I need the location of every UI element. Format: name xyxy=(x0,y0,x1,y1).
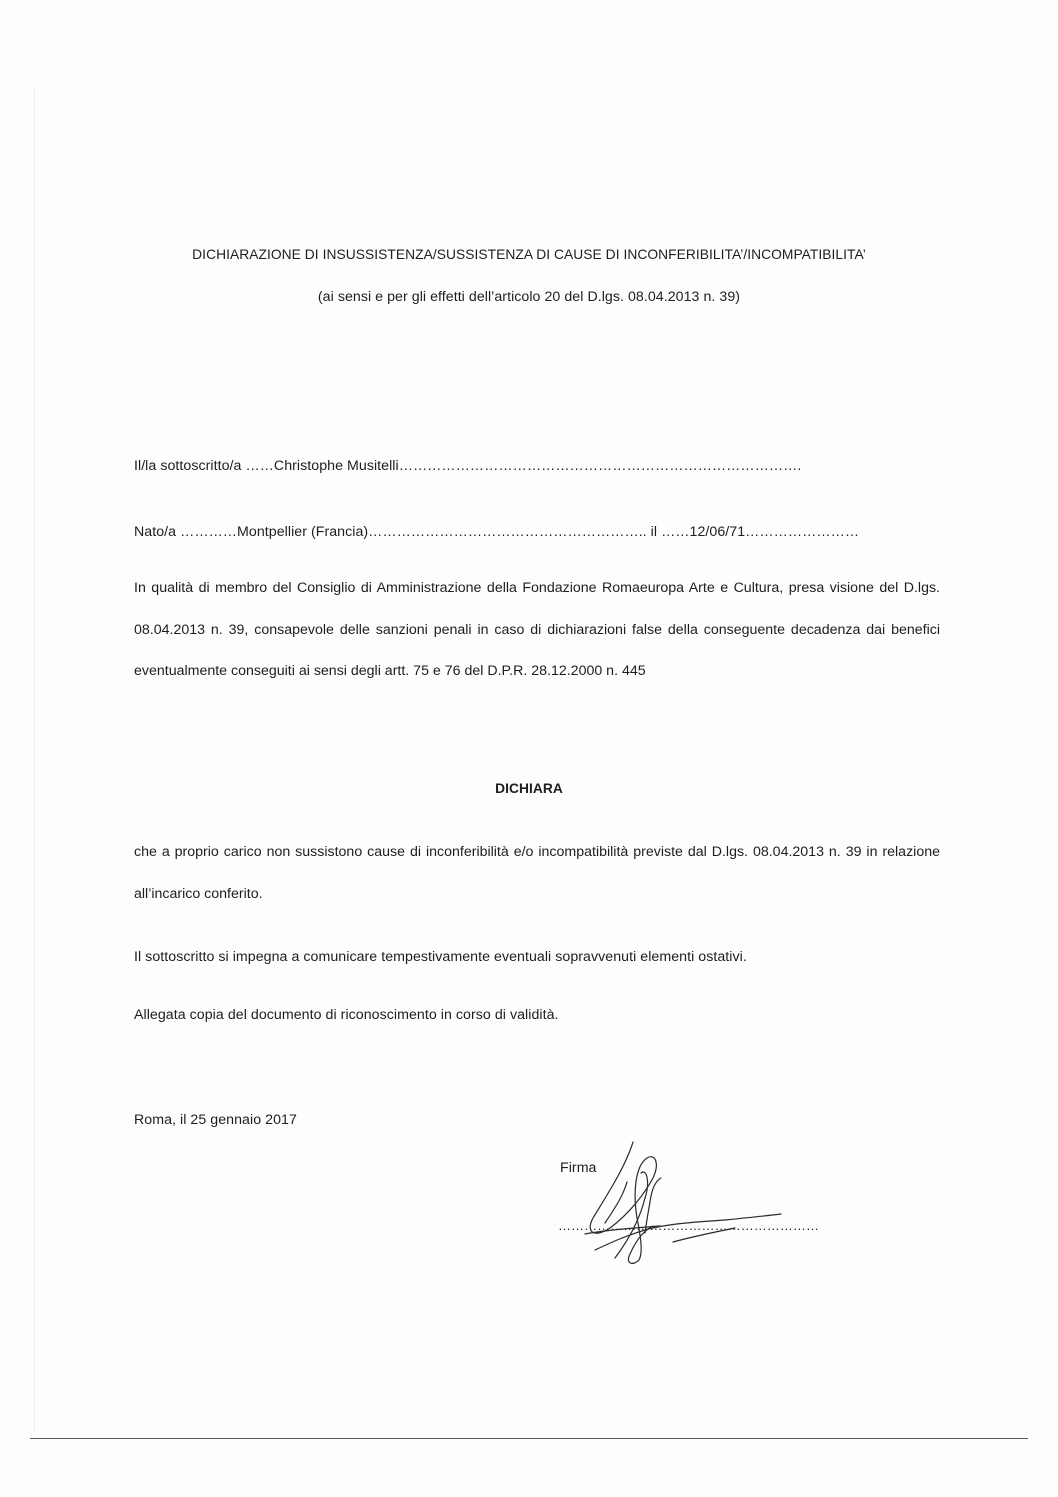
declares-heading: DICHIARA xyxy=(495,781,563,796)
document-title: DICHIARAZIONE DI INSUSSISTENZA/SUSSISTENZA DI CAUSE DI INCONFERIBILITA’/INCOMPATIBILITA’ xyxy=(192,247,866,262)
declaration-paragraph: che a proprio carico non sussistono cause di inconferibilità e/o incompatibilità previste dal D.lgs. 08.04.2013 n. 39 in relazione all’incarico conferito. xyxy=(134,844,940,902)
handwritten-signature-icon xyxy=(575,1138,795,1273)
premise-paragraph: In qualità di membro del Consiglio di Amministrazione della Fondazione Romaeuropa Arte e Cultura, presa visione del D.lgs. 08.04.2013 n. 39, consapevole delle sanzioni penali in caso di dichiarazioni false della conseguente decadenza dai benefici eventualmente conseguiti ai sensi degli artt. 75 e 76 del D.P.R. 28.12.2000 n. 445 xyxy=(134,580,940,679)
signature-label: Firma xyxy=(560,1160,597,1176)
place-date: Roma, il 25 gennaio 2017 xyxy=(134,1112,297,1128)
attachment-text: Allegata copia del documento di riconoscimento in corso di validità. xyxy=(134,1007,559,1023)
scan-edge-line xyxy=(30,1438,1028,1439)
birth-line: Nato/a …………Montpellier (Francia)………………………………………………….. il ……12/06/71…………………… xyxy=(134,524,860,540)
undersigned-line: Il/la sottoscritto/a ……Christophe Musitelli…………………………………………………………………………. xyxy=(134,458,802,474)
document-subtitle: (ai sensi e per gli effetti dell’articolo 20 del D.lgs. 08.04.2013 n. 39) xyxy=(317,289,741,305)
commitment-text: Il sottoscritto si impegna a comunicare tempestivamente eventuali sopravvenuti elementi ostativi. xyxy=(134,949,747,965)
signature-line: …………………………………………………… xyxy=(558,1218,819,1233)
